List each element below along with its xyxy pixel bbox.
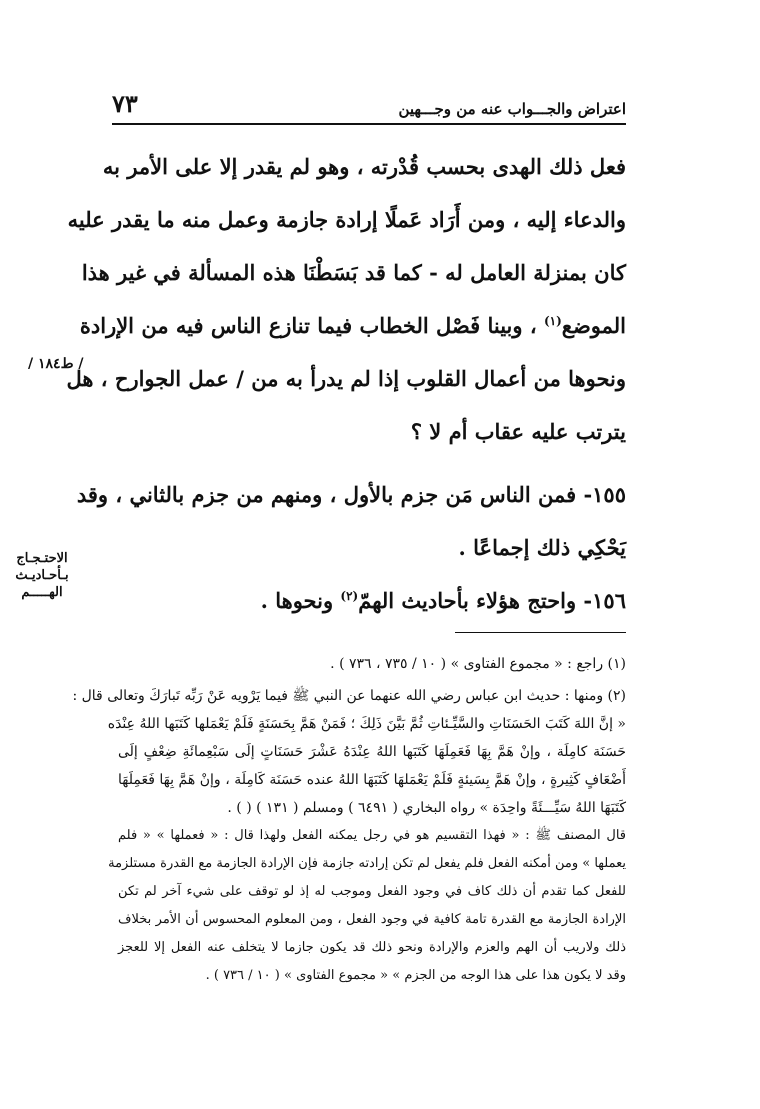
text-fragment: الموضع — [561, 313, 626, 338]
footnote-2-line: حَسَنَة كامِلَة ، وإنْ هَمَّ بِهَا فَعَمِلَهَا كَتَبَها اللهُ عِنْدَهُ عَشْرَ حَسَنَاتٍ إلَى سَبْعِمائَةِ ضِعْفٍ إلَى — [118, 744, 626, 760]
text-fragment: ١٥٦- واحتج هؤلاء بأحاديث الهمّ — [358, 588, 626, 613]
text-line: ونحوها من أعمال القلوب إذا لم يدرأ به من / عمل الجوارح ، هل — [66, 366, 626, 391]
margin-heading — [6, 550, 78, 601]
running-title: اعتراض والجـــواب عنه من وجـــهين — [398, 100, 626, 118]
margin-heading-line: الاحتـجـاج — [16, 551, 68, 566]
footnote-2-cont-line: للفعل كما تقدم أن ذلك كاف في وجود الفعل وموجب له إذ لو توقف على شيء آخر لم تكن — [118, 884, 626, 899]
text-line — [118, 574, 626, 627]
footnote-1: (١) راجع : « مجموع الفتاوى » ( ١٠ / ٧٣٥ ، ٧٣٦ ) . — [330, 656, 626, 672]
footnote-separator — [455, 632, 626, 633]
margin-heading-line: بـأحـاديـث — [15, 568, 69, 583]
footnote-2-line: أَضْعَافٍ كَثِيرةٍ ، وإنْ هَمَّ بِسَيئةٍ فَلَمْ يَعْمَلهَا كَتَبَهَا اللهُ عنده حَسَنَة كَامِلَة ، وإنْ هَمَّ بِهَا فَعَمِلَهَا — [118, 772, 626, 788]
footnote-2-cont-line: قال المصنف ﷺ : « فهذا التقسيم هو في رجل يمكنه الفعل ولهذا قال : « فعملها » « فلم — [118, 828, 626, 843]
footnote-2-cont-line: الإرادة الجازمة مع القدرة تامة كافية في وجود الفعل ، ومن المعلوم المحسوس أن الأمر بخلاف — [118, 912, 626, 927]
paragraph-gap — [118, 458, 626, 468]
main-text — [66, 140, 626, 627]
footnote-marker[interactable]: (١) — [543, 314, 562, 328]
page-number: ٧٣ — [112, 89, 138, 118]
text-line: ١٥٥- فمن الناس مَن جزم بالأول ، ومنهم من جزم بالثاني ، وقد — [76, 482, 626, 507]
footnote-2-cont-line: ذلك ولاريب أن الهم والعزم والإرادة ونحو ذلك قد يكون جازما لا يتخلف عنه الفعل إلا للعجز — [118, 940, 626, 955]
text-line: كان بمنزلة العامل له - كما قد بَسَطْنَا هذه المسألة في غير هذا — [81, 260, 626, 285]
footnote-2-line: كَتَبَهَا اللهُ سَيِّـــئَةً واحِدَة » رواه البخاري ( ٦٤٩١ ) ومسلم ( ١٣١ ) ( ) . — [227, 800, 626, 816]
footnote-2-line: (٢) ومنها : حديث ابن عباس رضي الله عنهما عن النبي ﷺ فيما يَرْويه عَنْ رَبِّه تَبارَكَ وتعالى قال : — [72, 688, 626, 704]
text-fragment: ، وبينا فَصْل الخطاب فيما تنازع الناس فيه من الإرادة — [79, 313, 544, 338]
text-fragment: ونحوها . — [260, 588, 341, 613]
margin-heading-line: الهـــــم — [21, 585, 63, 600]
footnote-2-cont-line: وقد لا يكون هذا على هذا الوجه من الجزم » « مجموع الفتاوى » ( ١٠ / ٧٣٦ ) . — [205, 968, 626, 983]
text-line — [79, 299, 626, 352]
text-line: يَحْكِي ذلك إجماعًا . — [458, 535, 626, 560]
text-line: يترتب عليه عقاب أم لا ؟ — [410, 419, 626, 444]
text-line: والدعاء إليه ، ومن أَرَاد عَملًا إرادة جازمة وعمل منه ما يقدر عليه — [67, 207, 626, 232]
manuscript-folio-ref: / ط١٨٤ / — [28, 356, 84, 372]
text-line: فعل ذلك الهدى بحسب قُدْرته ، وهو لم يقدر إلا على الأمر به — [102, 154, 626, 179]
footnote-2-line: « إنَّ اللهَ كَتَبَ الحَسَنَاتِ والسَّيِّـئاتِ ثُمَّ بَيَّنَ ذَلِكَ ؛ فَمَنْ هَمَّ بِحَسَنَةٍ فَلَمْ يَعْمَلها كَتَبَها اللهُ عِنْدَه — [107, 716, 626, 732]
footnote-marker[interactable]: (٢) — [340, 589, 359, 603]
page-header — [112, 84, 626, 118]
header-rule — [112, 123, 626, 125]
footnotes — [72, 650, 626, 990]
footnote-2-cont-line: يعملها » ومن أمكنه الفعل فلم يفعل لم تكن إرادته جازمة فإن الإرادة الجازمة مع القدرة مستلزمة — [108, 856, 626, 871]
